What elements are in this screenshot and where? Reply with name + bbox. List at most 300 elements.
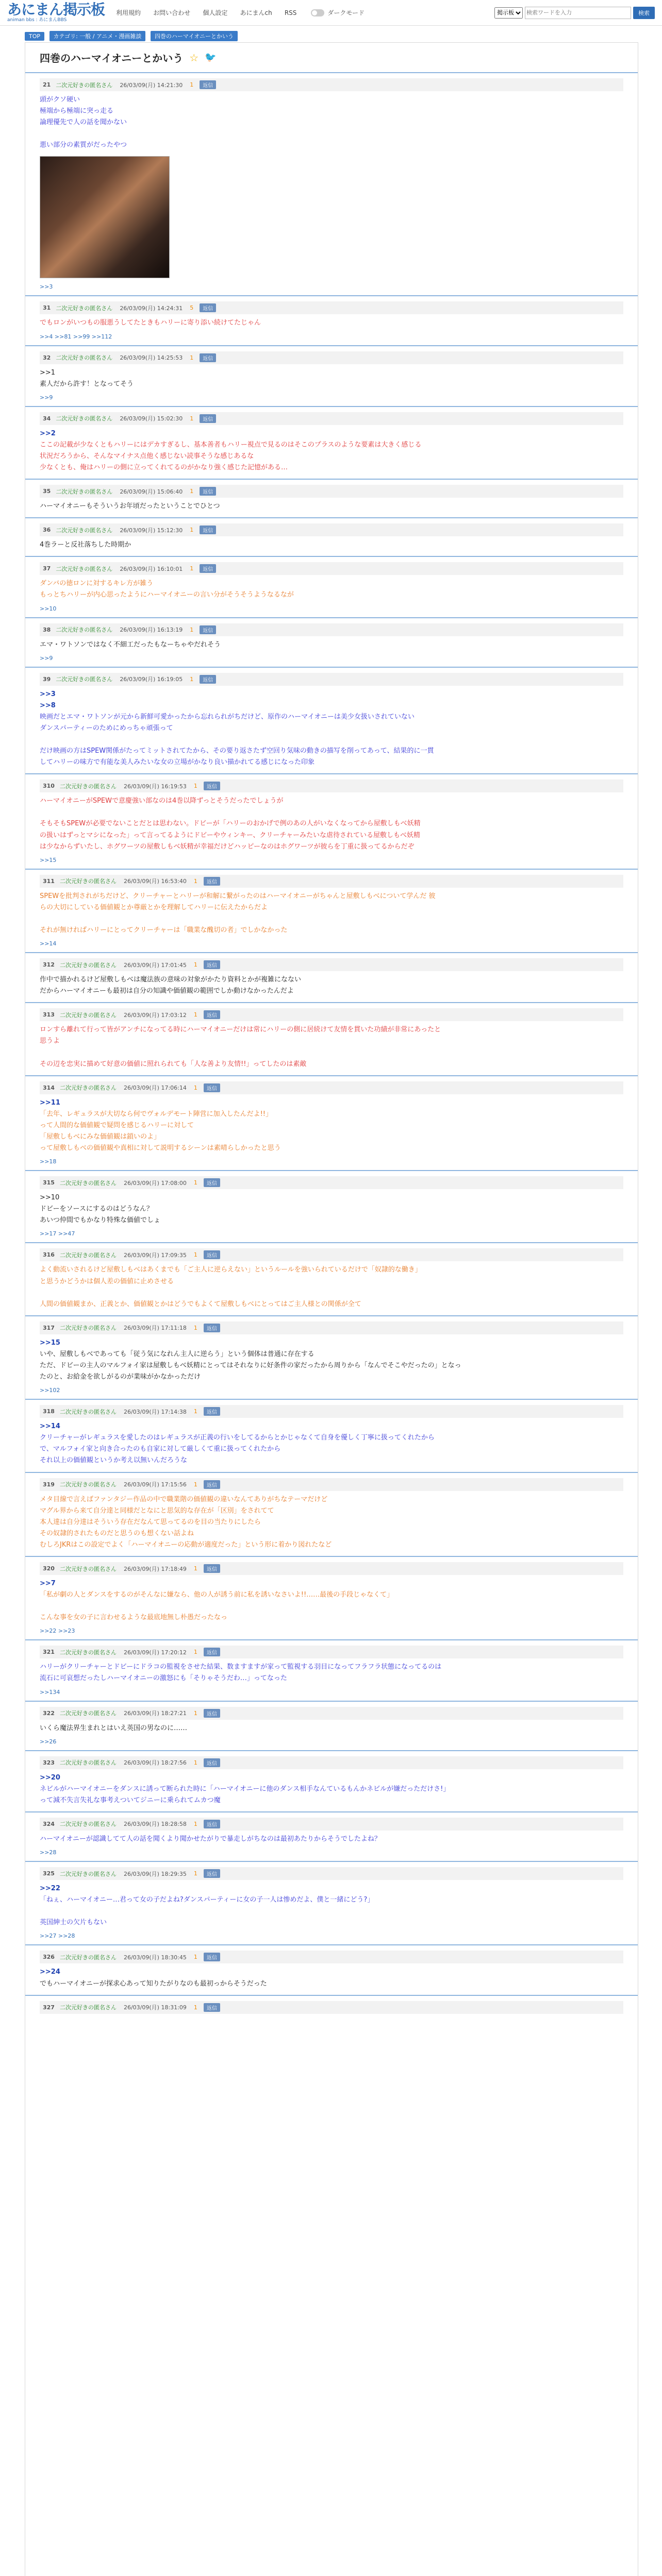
poster-name: 二次元好きの匿名さん: [59, 2004, 117, 2011]
post-date: 26/03/09(月) 15:02:30: [120, 415, 183, 422]
nav-link-settings[interactable]: 個人設定: [203, 9, 228, 16]
post-text-line: だからハーマイオニーも最初は自分の知識や価値観の範囲でしか動けなかったんだよ: [40, 987, 294, 995]
anchor-link[interactable]: >>15: [40, 1338, 60, 1347]
post-date: 26/03/09(月) 18:27:56: [123, 1759, 187, 1767]
post-body: [40, 974, 623, 997]
response-count[interactable]: 1: [193, 1820, 197, 1827]
post-body: [40, 428, 623, 473]
post-body: [40, 501, 623, 512]
post-number[interactable]: 310: [43, 783, 55, 790]
post-body: [40, 689, 623, 769]
reply-button[interactable]: 返信: [204, 1953, 220, 1961]
post-text-line: で、マルフォイ家と向き合ったのも自家に対して厳しくて重に扱ってくれたから: [40, 1445, 281, 1453]
post-image[interactable]: [40, 156, 170, 278]
poster-name: 二次元好きの匿名さん: [59, 1251, 117, 1259]
post-item: [25, 1861, 638, 1944]
reply-links[interactable]: >>14: [40, 940, 57, 947]
post-item: [25, 1315, 638, 1399]
post-date: 26/03/09(月) 16:10:01: [120, 565, 183, 572]
post-item: [25, 869, 638, 952]
post-body: [40, 1337, 623, 1383]
reply-links[interactable]: >>22 >>23: [40, 1628, 75, 1635]
post-text-line: いや、屋敷しもべであっても「従う気になれん主人に逆らう」という個体は普通に存在する: [40, 1350, 315, 1358]
post-body: [40, 1097, 623, 1154]
site-logo-text[interactable]: あにまん掲示板: [7, 1, 105, 18]
post-number[interactable]: 318: [43, 1408, 55, 1415]
post-text-line: でもハーマイオニーが探求心あって知りたがりなのも最初っからそうだった: [40, 1979, 267, 1988]
post-date: 26/03/09(月) 17:06:14: [123, 1084, 187, 1092]
post-body: [40, 891, 623, 936]
breadcrumb: [0, 26, 662, 42]
breadcrumb-category[interactable]: カテゴリ: 一般 / アニメ・漫画雑談: [49, 31, 146, 41]
post-item: [25, 952, 638, 1002]
post-header: [40, 2001, 623, 2014]
post-text-line: ハーマイオニーもそういうお年頃だったということでひとつ: [40, 502, 220, 511]
post-number[interactable]: 323: [43, 1759, 55, 1766]
post-number[interactable]: 322: [43, 1709, 55, 1717]
reply-button[interactable]: 返信: [204, 1648, 220, 1656]
post-body: [40, 578, 623, 601]
post-text-line: それが無ければハリーにとってクリーチャーは「職業な醜切の者」でしかなかった: [40, 926, 288, 934]
post-item: [25, 517, 638, 556]
post-text-line: クリーチャーがレギュラスを愛したのはレギュラスが正義の行いをしてるからとかじゃなくて自身を優しく丁寧に扱ってくれたから: [40, 1434, 435, 1442]
poster-name: 二次元好きの匿名さん: [59, 1481, 117, 1488]
anchor-link[interactable]: >>3: [40, 690, 56, 698]
poster-name: 二次元好きの匿名さん: [59, 1565, 117, 1572]
post-header: [40, 1081, 623, 1094]
anchor-link[interactable]: >>8: [40, 701, 56, 709]
post-body: [40, 1723, 623, 1734]
post-number[interactable]: 325: [43, 1870, 55, 1877]
post-header: [40, 779, 623, 792]
response-count[interactable]: 1: [193, 1481, 197, 1488]
post-number[interactable]: 315: [43, 1179, 55, 1187]
header-nav: [116, 8, 307, 17]
nav-link-animanch[interactable]: あにまんch: [240, 9, 272, 16]
post-date: 26/03/09(月) 17:08:00: [123, 1179, 187, 1187]
post-date: 26/03/09(月) 18:31:09: [123, 2004, 187, 2011]
reply-links[interactable]: >>3: [40, 283, 53, 291]
anchor-link[interactable]: >>2: [40, 429, 56, 437]
response-count[interactable]: 1: [190, 415, 194, 422]
post-text-line: ドビーをソースにするのはどうなん？: [40, 1205, 153, 1213]
response-count[interactable]: 1: [190, 354, 194, 361]
reply-button[interactable]: 返信: [204, 1709, 220, 1718]
post-text-line: 本人達は自分達はそういう存在だなんて思ってるのを目の当たりにしたら: [40, 1518, 261, 1526]
poster-name: 二次元好きの匿名さん: [56, 565, 113, 572]
post-header: [40, 1867, 623, 1880]
post-item: [25, 1944, 638, 1994]
post-text-line: そもそもSPEWが必要でないことだとは思わない。ドビーが「ハリーのおかげで例のあの人がいなくなってから屋敷しもべ妖精: [40, 820, 421, 828]
search-button[interactable]: 検索: [633, 7, 655, 19]
post-body: [40, 317, 623, 329]
post-date: 26/03/09(月) 17:11:18: [123, 1325, 187, 1332]
post-text-line: [40, 1047, 623, 1058]
poster-name: 二次元好きの匿名さん: [59, 878, 117, 885]
reply-button[interactable]: 返信: [204, 1010, 220, 1019]
post-text-line: 映画だとエマ・ワトソンが元から新鮮可愛かったから忘れられがちだけど、原作のハーマイオニーは美少女扱いされていない: [40, 713, 415, 721]
response-count[interactable]: 1: [190, 81, 194, 88]
reply-links[interactable]: >>26: [40, 1738, 57, 1745]
post-date: 26/03/09(月) 14:24:31: [120, 304, 183, 312]
post-header: [40, 78, 623, 91]
reply-button[interactable]: 返信: [200, 353, 216, 362]
post-number[interactable]: 320: [43, 1565, 55, 1572]
post-item: [25, 406, 638, 479]
post-text-line: 「ねぇ、ハーマイオニー…君って女の子だよね?ダンスパーティーに女の子一人は惨めだよ、僕と一緒にどう?」: [40, 1896, 374, 1904]
reply-button[interactable]: 返信: [200, 80, 216, 89]
thread-title: [25, 43, 638, 72]
post-item: [25, 1002, 638, 1075]
post-date: 26/03/09(月) 17:20:12: [123, 1649, 187, 1656]
search-input[interactable]: [525, 7, 631, 19]
post-date: 26/03/09(月) 16:19:53: [123, 783, 187, 790]
response-count[interactable]: 1: [193, 1408, 197, 1415]
post-text-line: でもロンがいつもの服悪うしてたときもハリーに寄り添い続けてたじゃん: [40, 319, 261, 327]
post-text-line: ネビルがハーマイオニーをダンスに誘って断られた時に「ハーマイオニーに他のダンス相手なんているもんかネビルが嫌だっただけさ!」: [40, 1785, 450, 1793]
post-text-line: の扱いはずっとマシになった」って言ってるようにドビーやウィンキー、クリーチャーみたいな虐待されている屋敷しもべ妖精: [40, 831, 421, 839]
reply-links[interactable]: >>134: [40, 1688, 60, 1696]
response-count[interactable]: 1: [193, 961, 197, 969]
anchor-link[interactable]: >>20: [40, 1773, 60, 1782]
response-count[interactable]: 1: [193, 877, 197, 885]
poster-name: 二次元好きの匿名さん: [59, 1011, 117, 1019]
reply-button[interactable]: 返信: [204, 1083, 220, 1092]
post-header: [40, 1707, 623, 1720]
reply-button[interactable]: 返信: [200, 625, 216, 634]
post-text-line: 素人だから許す！となってそう: [40, 380, 134, 388]
poster-name: 二次元好きの匿名さん: [59, 1649, 117, 1656]
post-body: [40, 639, 623, 651]
poster-name: 二次元好きの匿名さん: [59, 1084, 117, 1092]
reply-button[interactable]: 返信: [204, 782, 220, 790]
anchor-link[interactable]: >>11: [40, 1098, 60, 1107]
reply-button[interactable]: 返信: [204, 2003, 220, 2012]
post-text-line: 状況だろうから、そんなマイナス点他く感じない読事そうな感じあるな: [40, 452, 254, 460]
post-text-line: らの大切にしている価値観とか尊厳とかを理解してハリーに伝えたからだよ: [40, 903, 268, 911]
post-body: [40, 1883, 623, 1928]
anchor-link[interactable]: >>14: [40, 1422, 60, 1431]
response-count[interactable]: 1: [190, 626, 194, 633]
post-text-line: あいつ仲間でもかなり特殊な価値でしょ: [40, 1216, 161, 1225]
search-scope-select[interactable]: [494, 7, 523, 19]
breadcrumb-top[interactable]: TOP: [25, 32, 44, 41]
post-header: [40, 1405, 623, 1418]
post-header: [40, 301, 623, 314]
post-text-line: 頭がクソ硬い: [40, 96, 80, 104]
poster-name: 二次元好きの匿名さん: [59, 961, 117, 969]
post-number[interactable]: 317: [43, 1324, 55, 1331]
response-count[interactable]: 1: [193, 1709, 197, 1717]
response-count[interactable]: 1: [190, 488, 194, 495]
reply-links[interactable]: >>18: [40, 1158, 57, 1165]
post-text-line: [40, 128, 623, 140]
post-text-line: [40, 734, 623, 745]
reply-links[interactable]: >>15: [40, 856, 57, 863]
post-header: [40, 958, 623, 971]
nav-link-rss[interactable]: RSS: [284, 9, 297, 16]
post-text-line: [40, 807, 623, 818]
response-count[interactable]: 1: [193, 1251, 197, 1259]
post-date: 26/03/09(月) 17:03:12: [123, 1011, 187, 1019]
post-date: 26/03/09(月) 17:09:35: [123, 1251, 187, 1259]
reply-button[interactable]: 返信: [204, 877, 220, 886]
reply-button[interactable]: 返信: [200, 526, 216, 534]
post-header: [40, 523, 623, 536]
post-text-line: [40, 913, 623, 925]
response-count[interactable]: 1: [190, 527, 194, 534]
breadcrumb-thread[interactable]: 四巻のハーマイオニーとかいう: [151, 31, 238, 41]
poster-name: 二次元好きの匿名さん: [59, 1870, 117, 1877]
post-text-line: こんな事を女の子に言わせるような最底地無し朴愚だったなっ: [40, 1614, 228, 1622]
response-count[interactable]: 1: [193, 1011, 197, 1019]
post-number[interactable]: 319: [43, 1481, 55, 1488]
post-date: 26/03/09(月) 17:15:56: [123, 1481, 187, 1488]
post-header: [40, 562, 623, 575]
post-header: [40, 1008, 623, 1021]
post-header: [40, 673, 623, 686]
post-number[interactable]: 32: [43, 354, 51, 361]
post-header: [40, 1478, 623, 1491]
reply-links[interactable]: >>102: [40, 1387, 60, 1394]
post-text-line: ここの記載が少なくともハリーにはデカすぎるし、基本善者もハリー視点で見るのはそこのプラスのような要素は大きく感じる: [40, 440, 422, 449]
response-count[interactable]: 1: [193, 2004, 197, 2011]
post-item: [25, 295, 638, 345]
post-date: 26/03/09(月) 17:14:38: [123, 1408, 187, 1415]
post-date: 26/03/09(月) 16:53:40: [123, 878, 187, 885]
reply-button[interactable]: 返信: [204, 1407, 220, 1416]
post-text-line: 極端から極端に突っ走る: [40, 107, 114, 115]
reply-button[interactable]: 返信: [204, 1480, 220, 1489]
reply-links[interactable]: >>10: [40, 605, 57, 612]
post-text-line: [40, 1287, 623, 1299]
response-count[interactable]: 1: [190, 565, 194, 572]
reply-button[interactable]: 返信: [200, 414, 216, 423]
nav-link-terms[interactable]: 利用規約: [116, 9, 141, 16]
post-body: [40, 1494, 623, 1551]
response-count[interactable]: 1: [193, 783, 197, 790]
post-item: [25, 345, 638, 406]
post-number[interactable]: 34: [43, 415, 51, 422]
post-body: [40, 1024, 623, 1070]
anchor-link[interactable]: >>24: [40, 1968, 60, 1976]
post-text-line: と思うかどうかは個人差の価値に止めさせる: [40, 1277, 174, 1285]
poster-name: 二次元好きの匿名さん: [56, 304, 113, 312]
post-number[interactable]: 314: [43, 1084, 55, 1091]
poster-name: 二次元好きの匿名さん: [59, 783, 117, 790]
post-text-line: って減不失言失礼な事考えついてジニーに乗られてムカつ魔: [40, 1796, 221, 1804]
post-text-line: 少なくとも、俺はハリーの側に立ってくれてるのがかなり強く感じた記憶がある…: [40, 464, 288, 472]
anchor-link[interactable]: >>22: [40, 1885, 60, 1893]
poster-name: 二次元好きの匿名さん: [59, 1710, 117, 1717]
response-count[interactable]: 1: [193, 1870, 197, 1877]
post-text-line: 「私が劇の人とダンスをするのがそんなに嫌なら、他の人が誘う前に私を誘いなさいよ!!……最後の手段じゃなくて」: [40, 1591, 394, 1599]
post-text-line: 英国紳士の欠片もない: [40, 1919, 107, 1927]
poster-name: 二次元好きの匿名さん: [56, 354, 113, 362]
post-number[interactable]: 35: [43, 488, 51, 495]
post-number[interactable]: 39: [43, 675, 51, 683]
post-number[interactable]: 313: [43, 1011, 55, 1019]
post-item: [25, 1750, 638, 1811]
post-item: [25, 1399, 638, 1471]
post-header: [40, 1248, 623, 1261]
poster-name: 二次元好きの匿名さん: [56, 676, 113, 683]
post-date: 26/03/09(月) 14:25:53: [120, 354, 183, 362]
response-count[interactable]: 1: [193, 1565, 197, 1572]
poster-name: 二次元好きの匿名さん: [56, 527, 113, 534]
post-body: [40, 94, 623, 278]
toggle-switch-icon[interactable]: [311, 9, 324, 16]
post-text-line: むしろJKRはこの設定でよく「ハーマイオニーの応動が適度だった」という形に着かり図れたなど: [40, 1540, 332, 1549]
post-number[interactable]: 31: [43, 304, 51, 312]
post-number[interactable]: 316: [43, 1251, 55, 1259]
post-body: [40, 1834, 623, 1845]
poster-name: 二次元好きの匿名さん: [56, 81, 113, 89]
reply-button[interactable]: 返信: [200, 675, 216, 684]
post-item: [25, 1472, 638, 1556]
post-text-line: [40, 1906, 623, 1917]
post-date: 26/03/09(月) 14:21:30: [120, 81, 183, 89]
post-text-line: 流石に可哀想だったしハーマイオニーの激怒にも「そりゃそうだわ…」ってなった: [40, 1674, 287, 1683]
post-text-line: だけ映画の方はSPEW関係がたってミットされてたから、その要り返さたず空回り気味の動きの描写を削ってあって、結果的に一貫: [40, 747, 434, 755]
post-item: [25, 479, 638, 517]
post-text-line: [40, 1601, 623, 1612]
site-logo-subtitle: animan bbs : あにまんBBS: [7, 18, 67, 23]
response-count[interactable]: 5: [190, 304, 194, 312]
post-body: [40, 1772, 623, 1806]
poster-name: 二次元好きの匿名さん: [59, 1408, 117, 1415]
reply-button[interactable]: 返信: [204, 1564, 220, 1573]
post-date: 26/03/09(月) 18:30:45: [123, 1954, 187, 1961]
post-number[interactable]: 326: [43, 1954, 55, 1961]
nav-link-contact[interactable]: お問い合わせ: [153, 9, 191, 16]
post-number[interactable]: 312: [43, 961, 55, 969]
reply-button[interactable]: 返信: [204, 960, 220, 969]
poster-name: 二次元好きの匿名さん: [56, 488, 113, 495]
post-text-line: は少なからずいたし、ホグワーツの屋敷しもべ妖精が幸福だけどハッピーなのはホグワーツが彼らを丁重に扱ってるからだぞ: [40, 842, 415, 851]
post-number[interactable]: 37: [43, 565, 51, 572]
post-text-line: ダンスパーティーのためにめっちゃ頑張って: [40, 724, 173, 732]
post-text-line: ロンすら離れて行って皆がアンチになってる時にハーマイオニーだけは常にハリーの側に居続けて友情を貫いた功績が非常にあったと: [40, 1026, 441, 1034]
post-item: [25, 1995, 638, 2022]
reply-button[interactable]: 返信: [200, 303, 216, 312]
post-text-line: >>1: [40, 368, 56, 377]
post-text-line: ハリーがクリーチャーとドビーにドラコの監視をさせた結果、数ますますが家って監視する羽目になってフラフラ状態になってるのは: [40, 1663, 442, 1671]
post-number[interactable]: 321: [43, 1649, 55, 1656]
post-number[interactable]: 21: [43, 81, 51, 88]
post-number[interactable]: 311: [43, 877, 55, 885]
post-item: [25, 1639, 638, 1700]
response-count[interactable]: 1: [193, 1759, 197, 1766]
post-date: 26/03/09(月) 16:19:05: [120, 676, 183, 683]
post-body: [40, 795, 623, 852]
response-count[interactable]: 1: [193, 1084, 197, 1091]
thread-container: [25, 42, 638, 2576]
post-date: 26/03/09(月) 18:28:58: [123, 1821, 187, 1828]
response-count[interactable]: 1: [193, 1324, 197, 1331]
poster-name: 二次元好きの匿名さん: [59, 1821, 117, 1828]
post-text-line: ダンバの徳ロンに対するキレ方が雑う: [40, 580, 154, 588]
post-text-line: >>10: [40, 1194, 60, 1202]
poster-name: 二次元好きの匿名さん: [59, 1179, 117, 1187]
post-text-line: 悪い部分の素質がだったやつ: [40, 141, 127, 149]
twitter-share-icon[interactable]: 🐦: [205, 52, 217, 63]
post-text-line: たのと、お給金を欲しがるのが業味がかなかっただけ: [40, 1373, 201, 1381]
post-item: [25, 1811, 638, 1861]
post-header: [40, 485, 623, 498]
reply-button[interactable]: 返信: [204, 1758, 220, 1767]
reply-button[interactable]: 返信: [204, 1820, 220, 1828]
post-item: [25, 556, 638, 617]
reply-links[interactable]: >>28: [40, 1849, 57, 1856]
reply-links[interactable]: >>9: [40, 394, 53, 401]
response-count[interactable]: 1: [193, 1179, 197, 1187]
anchor-link[interactable]: >>7: [40, 1580, 56, 1587]
post-header: [40, 1818, 623, 1831]
post-date: 26/03/09(月) 16:13:19: [120, 626, 183, 633]
post-body: [40, 539, 623, 551]
post-body: [40, 1264, 623, 1310]
post-body: [40, 1192, 623, 1226]
reply-button[interactable]: 返信: [204, 1324, 220, 1332]
reply-links[interactable]: >>27 >>28: [40, 1933, 75, 1940]
poster-name: 二次元好きの匿名さん: [59, 1759, 117, 1767]
post-date: 26/03/09(月) 18:29:35: [123, 1870, 187, 1877]
reply-links[interactable]: >>9: [40, 654, 53, 662]
reply-links[interactable]: >>17 >>47: [40, 1230, 75, 1238]
favorite-star-icon[interactable]: ☆: [189, 51, 199, 64]
post-body: [40, 1421, 623, 1466]
post-number[interactable]: 36: [43, 527, 51, 534]
post-header: [40, 1756, 623, 1769]
post-text-line: メタ目線で言えばファンタジー作品の中で職業階の価値観の違いなんてありがちなテーマだけど: [40, 1495, 328, 1503]
post-item: [25, 72, 638, 295]
post-text-line: それ以上の価値観というか考え以無いんだろうな: [40, 1456, 188, 1465]
post-text-line: 論理優先で人の話を聞かない: [40, 118, 127, 127]
post-number[interactable]: 324: [43, 1820, 55, 1827]
reply-button[interactable]: 返信: [204, 1869, 220, 1878]
response-count[interactable]: 1: [190, 675, 194, 683]
site-logo[interactable]: [7, 3, 105, 23]
reply-button[interactable]: 返信: [200, 487, 216, 496]
post-text-line: いくら魔法界生まれとはいえ英国の男なのに……: [40, 1724, 188, 1732]
post-text-line: って屋敷しもべの価値観や真相に対して説明するシーンは素晴らしかったと思う: [40, 1144, 281, 1153]
reply-button[interactable]: 返信: [204, 1250, 220, 1259]
post-text-line: 「去年、レギュラスが大切なら何でヴォルデモート陣営に加入したんだよ!!」: [40, 1110, 272, 1118]
post-item: [25, 1556, 638, 1639]
post-header: [40, 1646, 623, 1658]
reply-button[interactable]: 返信: [200, 564, 216, 573]
reply-links[interactable]: >>4 >>81 >>99 >>112: [40, 333, 112, 340]
post-item: [25, 773, 638, 868]
post-header: [40, 1321, 623, 1334]
darkmode-toggle[interactable]: [311, 8, 365, 17]
post-text-line: って人間的な価値観で疑問を感じるハリーに対して: [40, 1121, 194, 1129]
post-header: [40, 351, 623, 364]
post-text-line: マグル界から来て自分達と同様だとなにと思気的な存在が「区別」をされてて: [40, 1506, 274, 1515]
post-header: [40, 623, 623, 636]
post-item: [25, 1242, 638, 1315]
response-count[interactable]: 1: [193, 1649, 197, 1656]
reply-button[interactable]: 返信: [204, 1178, 220, 1187]
post-number[interactable]: 327: [43, 2004, 55, 2011]
post-number[interactable]: 38: [43, 626, 51, 633]
post-text-line: してハリーの味方で有能な美人みたいな女の立場がかなり良い描かれてる感じになった印象: [40, 758, 315, 767]
response-count[interactable]: 1: [193, 1954, 197, 1961]
post-list: [25, 72, 638, 2022]
post-text-line: 4巻ラーと反社落ちした時期か: [40, 541, 131, 549]
post-text-line: よく動流いされるけど屋敷しもべはあくまでも「ご主人に逆らえない」というルールを強いられているだけで「奴隷的な働き」: [40, 1266, 422, 1274]
